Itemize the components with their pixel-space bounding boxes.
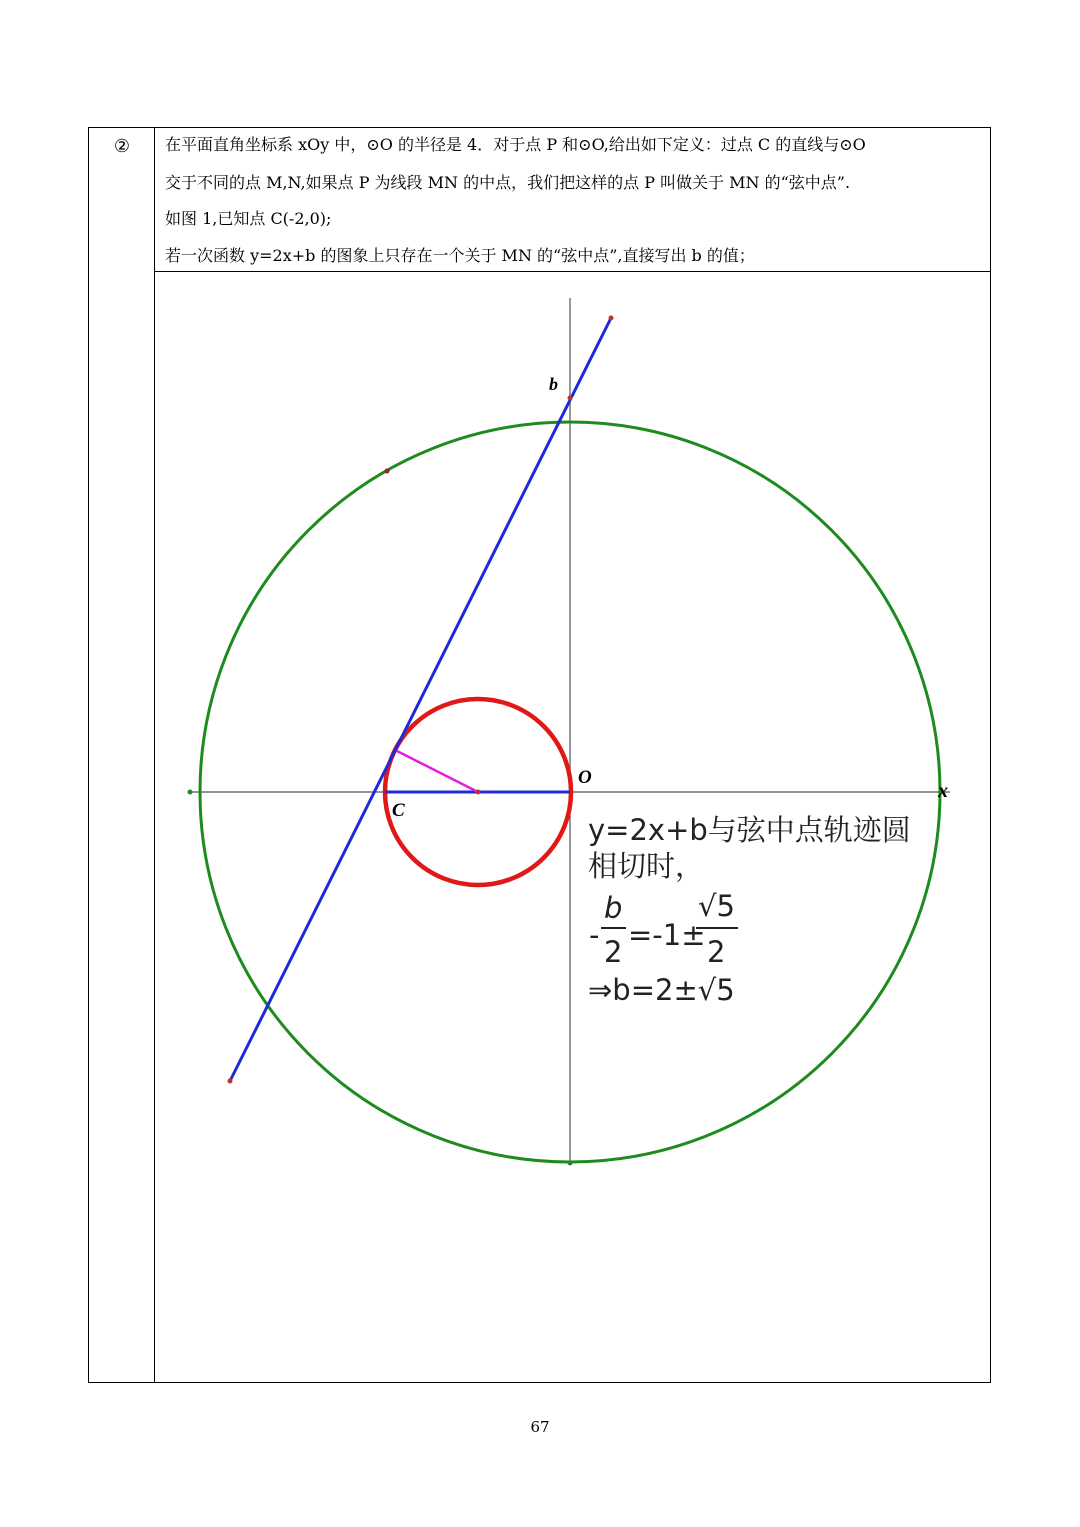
label-o: O xyxy=(578,767,592,788)
eq2: ⇒b=2±√5 xyxy=(588,973,735,1007)
line-y-2x-b xyxy=(230,318,611,1081)
axis-end-point-bottom xyxy=(568,1161,573,1166)
eq1-numerator: b xyxy=(604,891,623,925)
note-line-1: y=2x+b与弦中点轨迹圆 xyxy=(588,813,911,847)
eq1-rhs-numerator: √5 xyxy=(698,889,735,923)
label-b: b xyxy=(549,374,558,394)
line-end-point-bottom xyxy=(228,1079,233,1084)
eq1-rhs-denominator: 2 xyxy=(707,935,726,969)
problem-text-line-2: 交于不同的点 M,N,如果点 P 为线段 MN 的中点，我们把这样的点 P 叫做关于 MN 的“弦中点”. xyxy=(165,173,851,192)
note-line-2: 相切时， xyxy=(588,849,705,883)
eq1-middle: =-1± xyxy=(628,918,706,952)
y-intercept-point xyxy=(568,396,573,401)
eq1-sign: - xyxy=(589,918,600,952)
page-number: 67 xyxy=(530,1418,550,1436)
label-c: C xyxy=(392,800,405,821)
eq1-denominator: 2 xyxy=(604,935,623,969)
radius-to-tangent xyxy=(395,750,478,792)
problem-text-line-1: 在平面直角坐标系 xOy 中，⊙O 的半径是 4．对于点 P 和⊙O,给出如下定义：过点 C 的直线与⊙O xyxy=(165,135,866,154)
small-circle-center xyxy=(476,790,481,795)
problem-number: ② xyxy=(113,136,131,157)
label-x: x xyxy=(938,780,948,802)
problem-text-line-4: 若一次函数 y=2x+b 的图象上只存在一个关于 MN 的“弦中点”,直接写出 b 的值； xyxy=(165,246,755,265)
axis-end-point-left xyxy=(188,790,193,795)
circle-point xyxy=(385,469,390,474)
problem-text-line-3: 如图 1,已知点 C(-2,0); xyxy=(165,209,332,228)
line-end-point-top xyxy=(609,316,614,321)
